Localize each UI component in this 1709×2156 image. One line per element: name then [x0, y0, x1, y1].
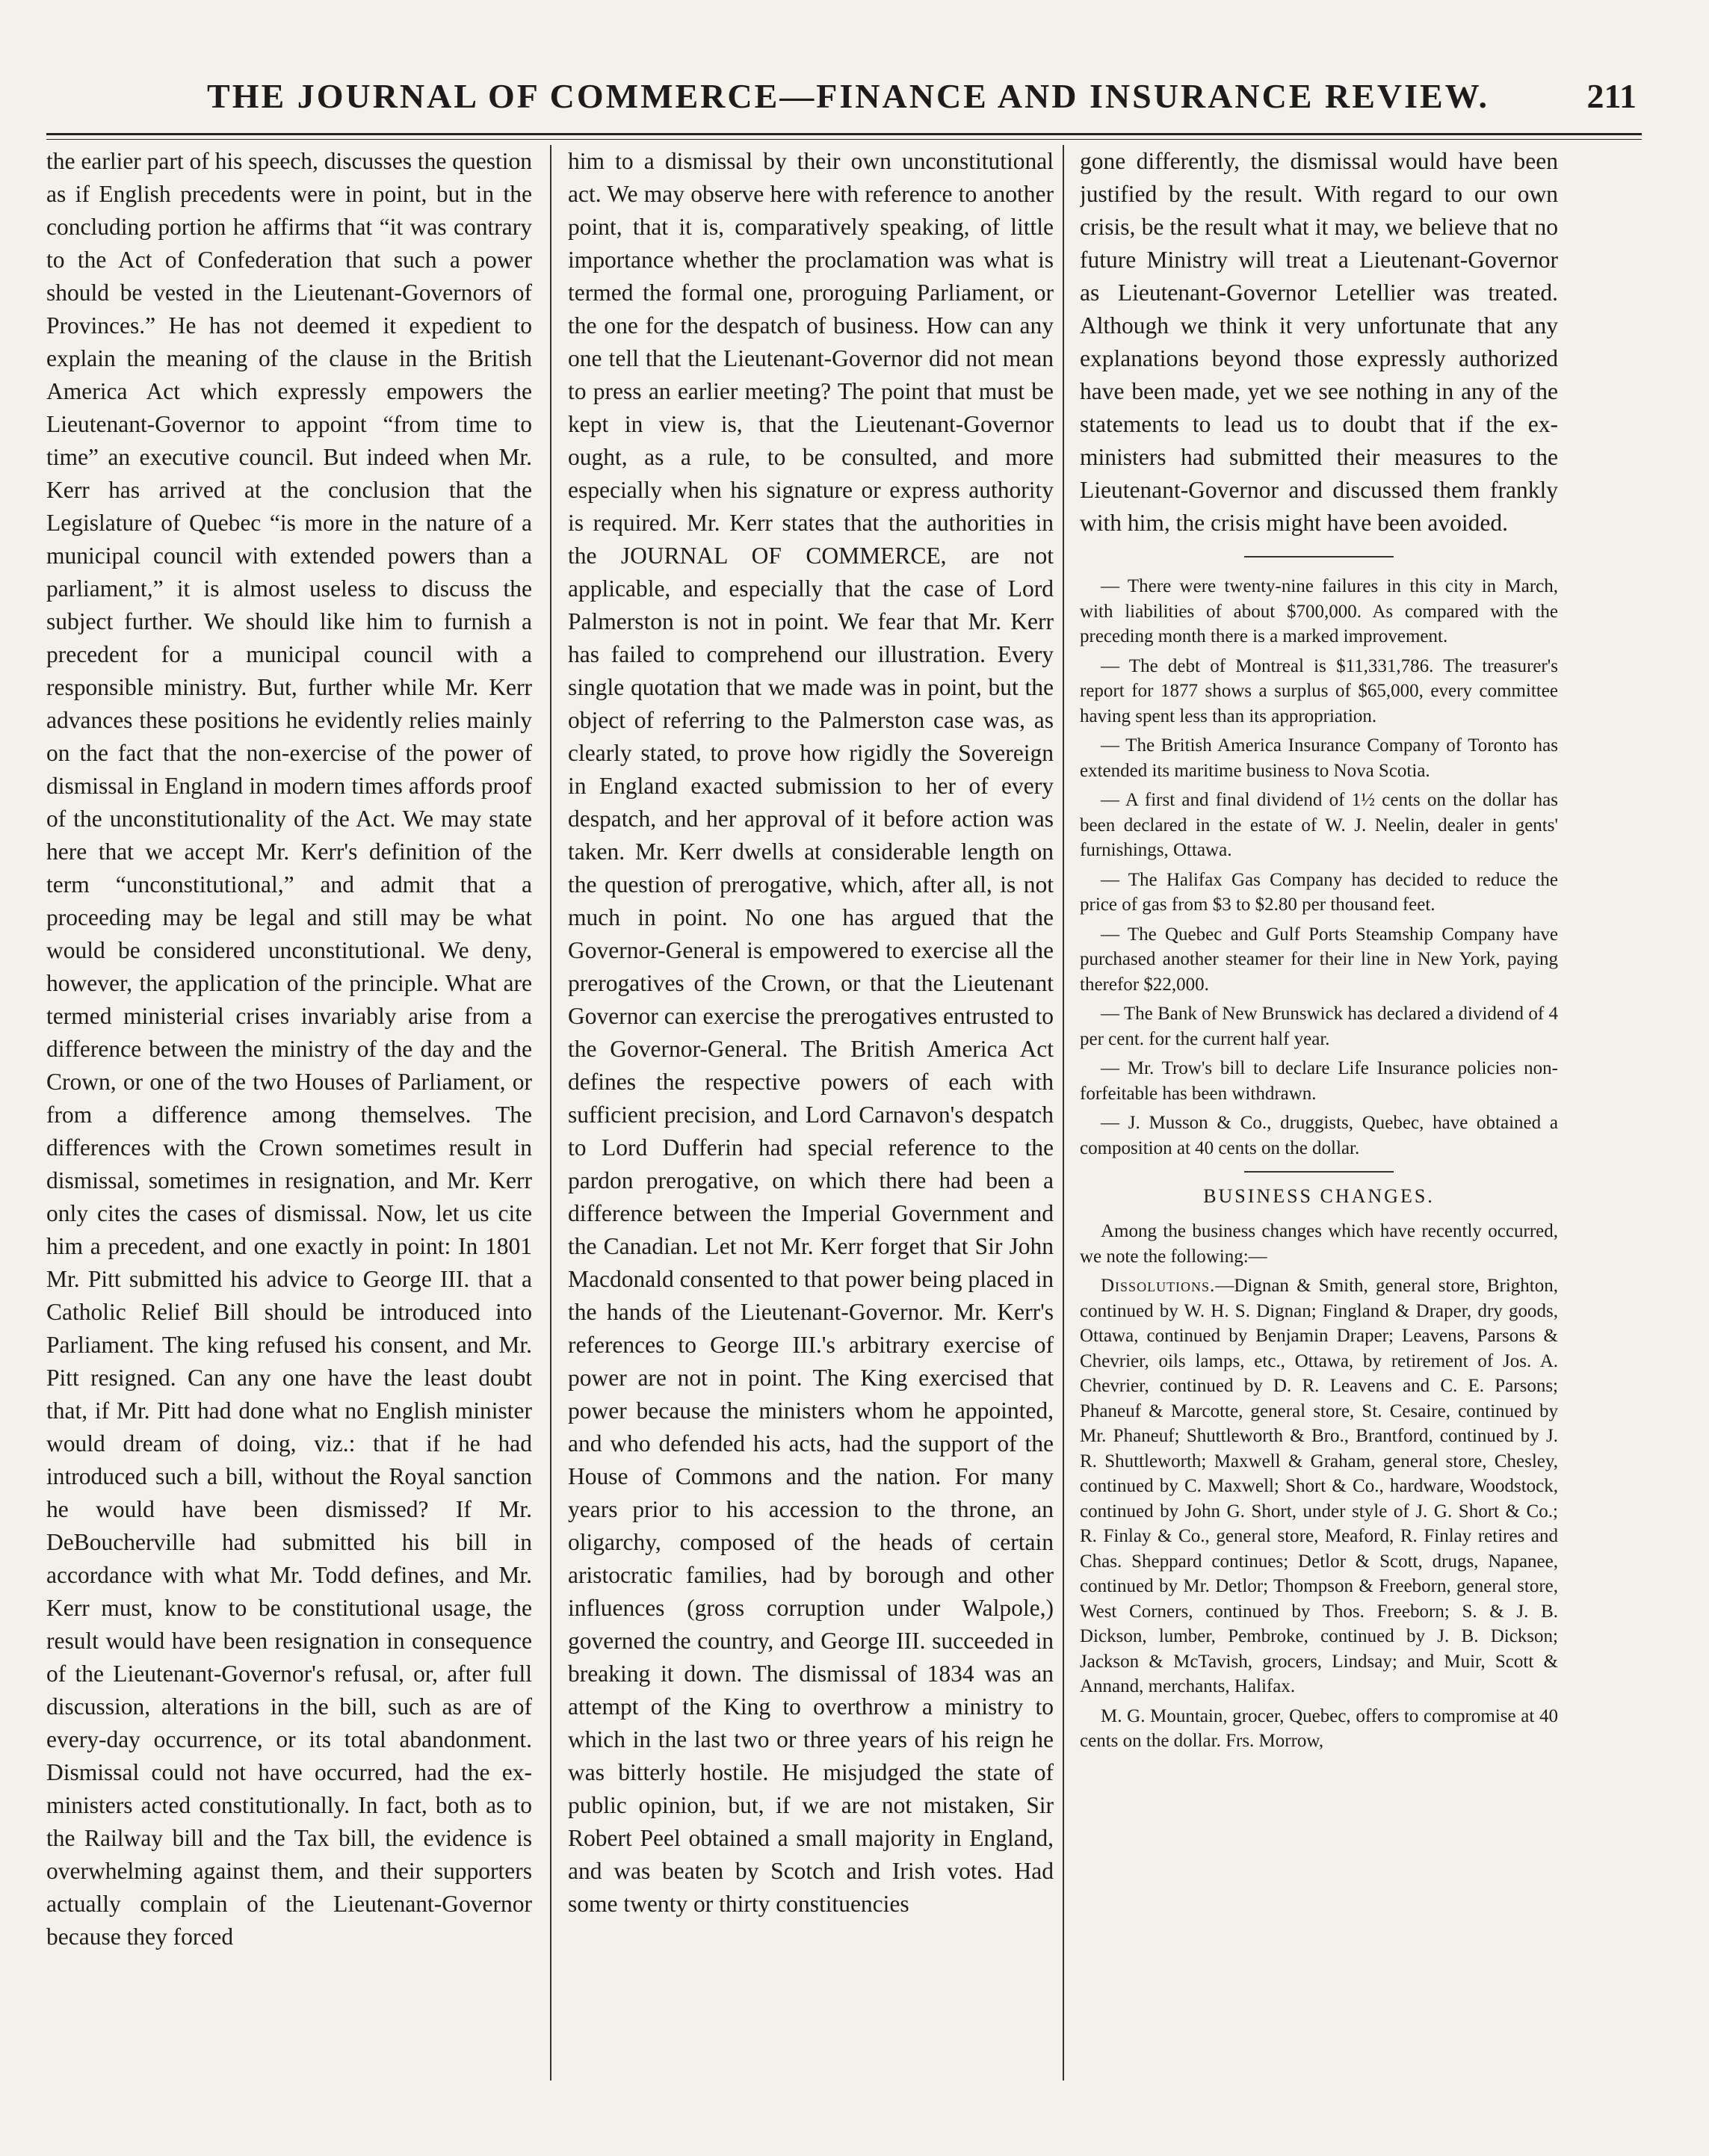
- news-item: — The Halifax Gas Company has decided to reduce the price of gas from $3 to $2.80 per thousand feet.: [1080, 869, 1558, 915]
- article-column-1: [46, 145, 532, 2103]
- header-rule-thick: [46, 133, 1642, 135]
- news-item: — The Quebec and Gulf Ports Steamship Company have purchased another steamer for their line in New York, paying therefor $22,000.: [1080, 924, 1558, 995]
- article-column-3: [1080, 145, 1558, 2103]
- news-item: — J. Musson & Co., druggists, Quebec, have obtained a composition at 40 cents on the dollar.: [1080, 1113, 1558, 1158]
- news-item: — The debt of Montreal is $11,331,786. The treasurer's report for 1877 shows a surplus of $65,000, every committee having spent less than its appropriation.: [1080, 655, 1558, 726]
- news-item: — The Bank of New Brunswick has declared a dividend of 4 per cent. for the current half year.: [1080, 1004, 1558, 1049]
- news-item: — The British America Insurance Company of Toronto has extended its maritime business to Nova Scotia.: [1080, 735, 1558, 781]
- news-item: — Mr. Trow's bill to declare Life Insurance policies non-forfeitable has been withdrawn.: [1080, 1058, 1558, 1104]
- article-text-col1: the earlier part of his speech, discusses the question as if English precedents were in point, but in the concluding portion he affirms that “it was contrary to the Act of Confederation that such a power should be vested in the Lieutenant-Governors of Provinces.” He has not deemed it expedient to explain the meaning of the clause in the British America Act which expressly empowers the Lieutenant-Governor to appoint “from time to time” an executive council. But indeed when Mr. Kerr has arrived at the conclusion that the Legislature of Quebec “is more in the nature of a municipal council with extended powers than a parliament,” it is almost useless to discuss the subject further. We should like him to furnish a precedent for a municipal council with a responsible ministry. But, further while Mr. Kerr advances these positions he evidently relies mainly on the fact that the non-exercise of the power of dismissal in England in modern times affords proof of the unconstitutionality of the Act. We may state here that we accept Mr. Kerr's definition of the term “unconstitutional,” and admit that a proceeding may be legal and still may be what would be considered unconstitutional. We deny, however, the application of the principle. What are termed ministerial crises invariably arise from a difference between the ministry of the day and the Crown, or one of the two Houses of Parliament, or from a difference among themselves. The differences with the Crown sometimes result in dismissal, sometimes in resignation, and Mr. Kerr only cites the cases of dismissal. Now, let us cite him a precedent, and one exactly in point: In 1801 Mr. Pitt submitted his advice to George III. that a Catholic Relief Bill should be introduced into Parliament. The king refused his consent, and Mr. Pitt resigned. Can any one have the least doubt that, if Mr. Pitt had done what no English minister would dream of doing, viz.: that if he had introduced such a bill, without the Royal sanction he would have been dismissed? If Mr. DeBoucherville had submitted his bill in accordance with what Mr. Todd defines, and Mr. Kerr must, know to be constitutional usage, the result would have been resignation in consequence of the Lieutenant-Governor's refusal, or, after full discussion, alterations in the bill, such as are of every-day occurrence, or its total abandonment. Dismissal could not have occurred, had the ex-ministers acted constitutionally. In fact, both as to the Railway bill and the Tax bill, the evidence is overwhelming against them, and their supporters actually complain of the Lieutenant-Governor because they forced: [46, 148, 532, 1950]
- page-header: [45, 76, 1651, 136]
- page-number: 211: [1586, 77, 1637, 115]
- journal-title: THE JOURNAL OF COMMERCE—FINANCE AND INSURANCE REVIEW.: [207, 77, 1489, 115]
- dissolutions-text: —Dignan & Smith, general store, Brighton, continued by W. H. S. Dignan; Fingland & Draper, dry goods, Ottawa, continued by Benjamin Draper; Leavens, Parsons & Chevrier, oils lamps, etc., Ottawa, by retirement of Jos. A. Chevrier, continued by D. R. Leavens and C. E. Parsons; Phaneuf & Marcotte, general store, St. Cesaire, continued by Mr. Phaneuf; Shuttleworth & Bro., Brantford, continued by J. R. Shuttleworth; Maxwell & Graham, general store, Chesley, continued by C. Maxwell; Short & Co., hardware, Woodstock, continued by John G. Short, under style of J. G. Short & Co.; R. Finlay & Co., general store, Meaford, R. Finlay retires and Chas. Sheppard continues; Detlor & Scott, drugs, Napanee, continued by Mr. Detlor; Thompson & Freeborn, general store, West Corners, continued by Thos. Freeborn; S. & J. B. Dickson, lumber, Pembroke, continued by J. B. Dickson; Jackson & McTavish, grocers, Lindsay; and Muir, Scott & Annand, merchants, Halifax.: [1080, 1276, 1558, 1696]
- news-items: [1080, 574, 1558, 1754]
- news-item: — A first and final dividend of 1½ cents on the dollar has been declared in the estate of W. J. Neelin, dealer in gents' furnishings, Ottawa.: [1080, 790, 1558, 860]
- business-changes-heading: BUSINESS CHANGES.: [1203, 1185, 1435, 1207]
- section-divider: [1244, 556, 1394, 557]
- dissolutions-label: Dissolutions.: [1101, 1276, 1216, 1296]
- business-divider: [1244, 1171, 1394, 1173]
- dissolutions-paragraph: [1080, 1273, 1558, 1699]
- column-divider-1: [550, 145, 551, 2081]
- header-rule-thin: [46, 139, 1642, 140]
- article-text-col3: gone differently, the dismissal would have been justified by the result. With regard to our own crisis, be the result what it may, we believe that no future Ministry will treat a Lieutenant-Governor as Lieutenant-Governor Letellier was treated. Although we think it very unfortunate that any explanations beyond those expressly authorized have been made, yet we see nothing in any of the statements to lead us to doubt that if the ex-ministers had submitted their measures to the Lieutenant-Governor and discussed them frankly with him, the crisis might have been avoided.: [1080, 148, 1558, 536]
- column-divider-2: [1063, 145, 1064, 2081]
- article-text-col2: him to a dismissal by their own unconstitutional act. We may observe here with reference to another point, that it is, comparatively speaking, of little importance whether the proclamation was what is termed the formal one, proroguing Parliament, or the one for the despatch of business. How can any one tell that the Lieutenant-Governor did not mean to press an earlier meeting? The point that must be kept in view is, that the Lieutenant-Governor ought, as a rule, to be consulted, and more especially when his signature or express authority is required. Mr. Kerr states that the authorities in the JOURNAL OF COMMERCE, are not applicable, and especially that the case of Lord Palmerston is not in point. We fear that Mr. Kerr has failed to comprehend our illustration. Every single quotation that we made was in point, but the object of referring to the Palmerston case was, as clearly stated, to prove how rigidly the Sovereign in England exacted submission to her of every despatch, and her approval of it before action was taken. Mr. Kerr dwells at considerable length on the question of prerogative, which, after all, is not much in point. No one has argued that the Governor-General is empowered to exercise all the prerogatives of the Crown, or that the Lieutenant Governor can exercise the prerogatives entrusted to the Governor-General. The British America Act defines the respective powers of each with sufficient precision, and Lord Carnavon's despatch to Lord Dufferin had special reference to the pardon prerogative, on which there had been a difference between the Imperial Government and the Canadian. Let not Mr. Kerr forget that Sir John Macdonald consented to that power being placed in the hands of the Lieutenant-Governor. Mr. Kerr's references to George III.'s arbitrary exercise of power are not in point. The King exercised that power because the ministers whom he appointed, and who defended his acts, had the support of the House of Commons and the nation. For many years prior to his accession to the throne, an oligarchy, composed of the heads of certain aristocratic families, had by borough and other influences (gross corruption under Walpole,) governed the country, and George III. succeeded in breaking it down. The dismissal of 1834 was an attempt of the King to overthrow a ministry to which in the last two or three years of his reign he was bitterly hostile. He misjudged the state of public opinion, but, if we are not mistaken, Sir Robert Peel obtained a small majority in England, and was beaten by Scotch and Irish votes. Had some twenty or thirty constituencies: [568, 148, 1054, 1917]
- article-column-2: [568, 145, 1054, 2103]
- business-intro: Among the business changes which have recently occurred, we note the following:—: [1080, 1221, 1558, 1267]
- news-item: — There were twenty-nine failures in this city in March, with liabilities of about $700,000. As compared with the preceding month there is a marked improvement.: [1080, 576, 1558, 646]
- business-last: M. G. Mountain, grocer, Quebec, offers to compromise at 40 cents on the dollar. Frs. Morrow,: [1080, 1705, 1558, 1751]
